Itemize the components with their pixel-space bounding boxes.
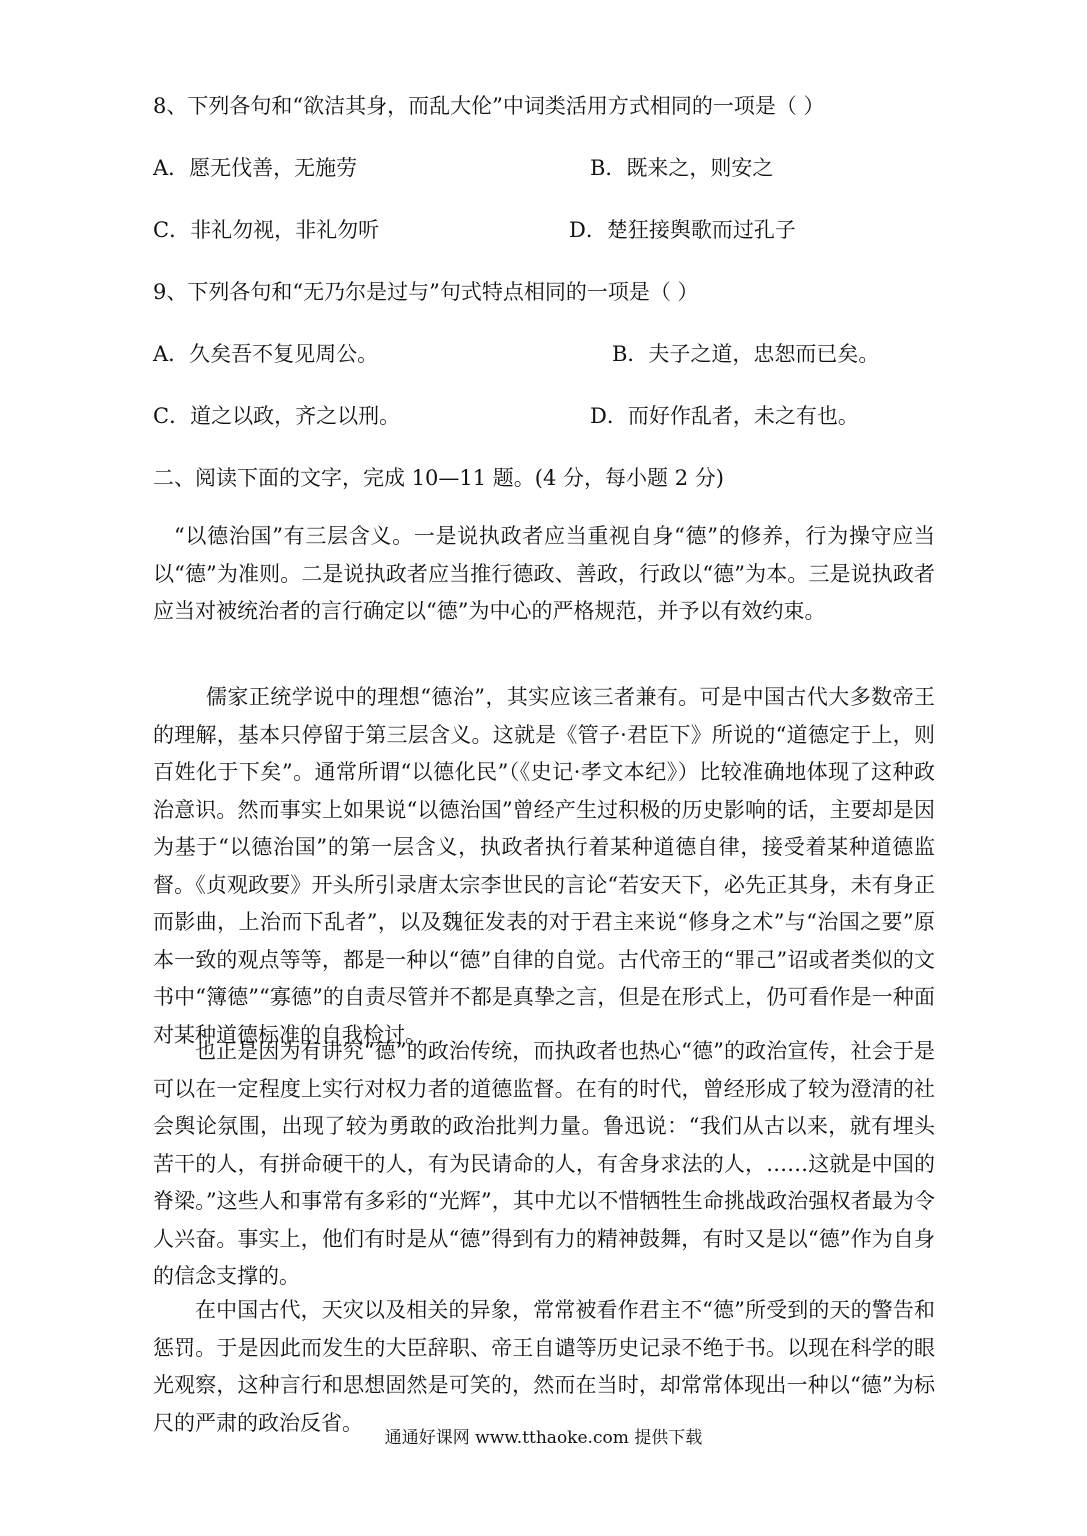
question-8-stem: 8、下列各句和“欲洁其身，而乱大伦”中词类活用方式相同的一项是（ ）: [153, 94, 825, 118]
passage-paragraph-3-text: 也正是因为有讲究“德”的政治传统，而执政者也热心“德”的政治宣传，社会于是可以在一定程度上实行对权力者的道德监督。在有的时代，曾经形成了较为澄清的社会舆论氛围，出现了较为勇敢的政治批判力量。鲁迅说：“我们从古以来，就有埋头苦干的人，有拼命硬干的人，有为民请命的人，有舍身求法的人，……这就是中国的脊梁。”这些人和事常有多彩的“光辉”，其中尤以不惜牺牲生命挑战政治强权者最为令人兴奋。事实上，他们有时是从“德”得到有力的精神鼓舞，有时又是以“德”作为自身的信念支撑的。: [153, 1039, 935, 1288]
question-8-option-b: B．既来之，则安之: [590, 156, 774, 180]
passage-paragraph-3: [153, 1033, 935, 1296]
question-8-option-d: D．楚狂接舆歌而过孔子: [569, 218, 796, 242]
question-8-option-c: C．非礼勿视，非礼勿听: [153, 218, 380, 242]
passage-paragraph-4-text: 在中国古代，天灾以及相关的异象，常常被看作君主不“德”所受到的天的警告和惩罚。于是因此而发生的大臣辞职、帝王自谴等历史记录不绝于书。以现在科学的眼光观察，这种言行和思想固然是可笑的，然而在当时，却常常体现出一种以“德”为标尺的严肃的政治反省。: [153, 1298, 935, 1435]
passage-paragraph-2-text: 儒家正统学说中的理想“德治”，其实应该三者兼有。可是中国古代大多数帝王的理解，基本只停留于第三层含义。这就是《管子·君臣下》所说的“道德定于上，则百姓化于下矣”。通常所谓“以德化民”（《史记·孝文本纪》）比较准确地体现了这种政治意识。然而事实上如果说“以德治国”曾经产生过积极的历史影响的话，主要却是因为基于“以德治国”的第一层含义，执政者执行着某种道德自律，接受着某种道德监督。《贞观政要》开头所引录唐太宗李世民的言论“若安天下，必先正其身，未有身正而影曲，上治而下乱者”，以及魏征发表的对于君主来说“修身之术”与“治国之要”原本一致的观点等等，都是一种以“德”自律的自觉。古代帝王的“罪己”诏或者类似的文书中“簿德”“寡德”的自责尽管并不都是真挚之言，但是在形式上，仍可看作是一种面对某种道德标准的自我检讨。: [153, 685, 935, 1047]
passage-paragraph-1: [153, 518, 935, 631]
question-9-stem: 9、下列各句和“无乃尔是过与”句式特点相同的一项是（ ）: [153, 280, 699, 304]
passage-paragraph-4: [153, 1292, 935, 1442]
page-footer: 通通好课网 www.tthaoke.com 提供下载: [384, 1428, 703, 1448]
question-9-option-c: C．道之以政，齐之以刑。: [153, 404, 401, 428]
question-9-option-a: A．久矣吾不复见周公。: [153, 342, 379, 366]
section-heading: 二、阅读下面的文字，完成 10—11 题。(4 分，每小题 2 分): [153, 466, 724, 490]
question-9-option-d: D．而好作乱者，未之有也。: [590, 404, 859, 428]
question-8-option-a: A．愿无伐善，无施劳: [153, 156, 358, 180]
passage-paragraph-2: [153, 679, 935, 1054]
question-9-option-b: B．夫子之道，忠恕而已矣。: [612, 342, 880, 366]
passage-paragraph-1-text: “以德治国”有三层含义。一是说执政者应当重视自身“德”的修养，行为操守应当以“德”为准则。二是说执政者应当推行德政、善政，行政以“德”为本。三是说执政者应当对被统治者的言行确定以“德”为中心的严格规范，并予以有效约束。: [153, 524, 935, 623]
